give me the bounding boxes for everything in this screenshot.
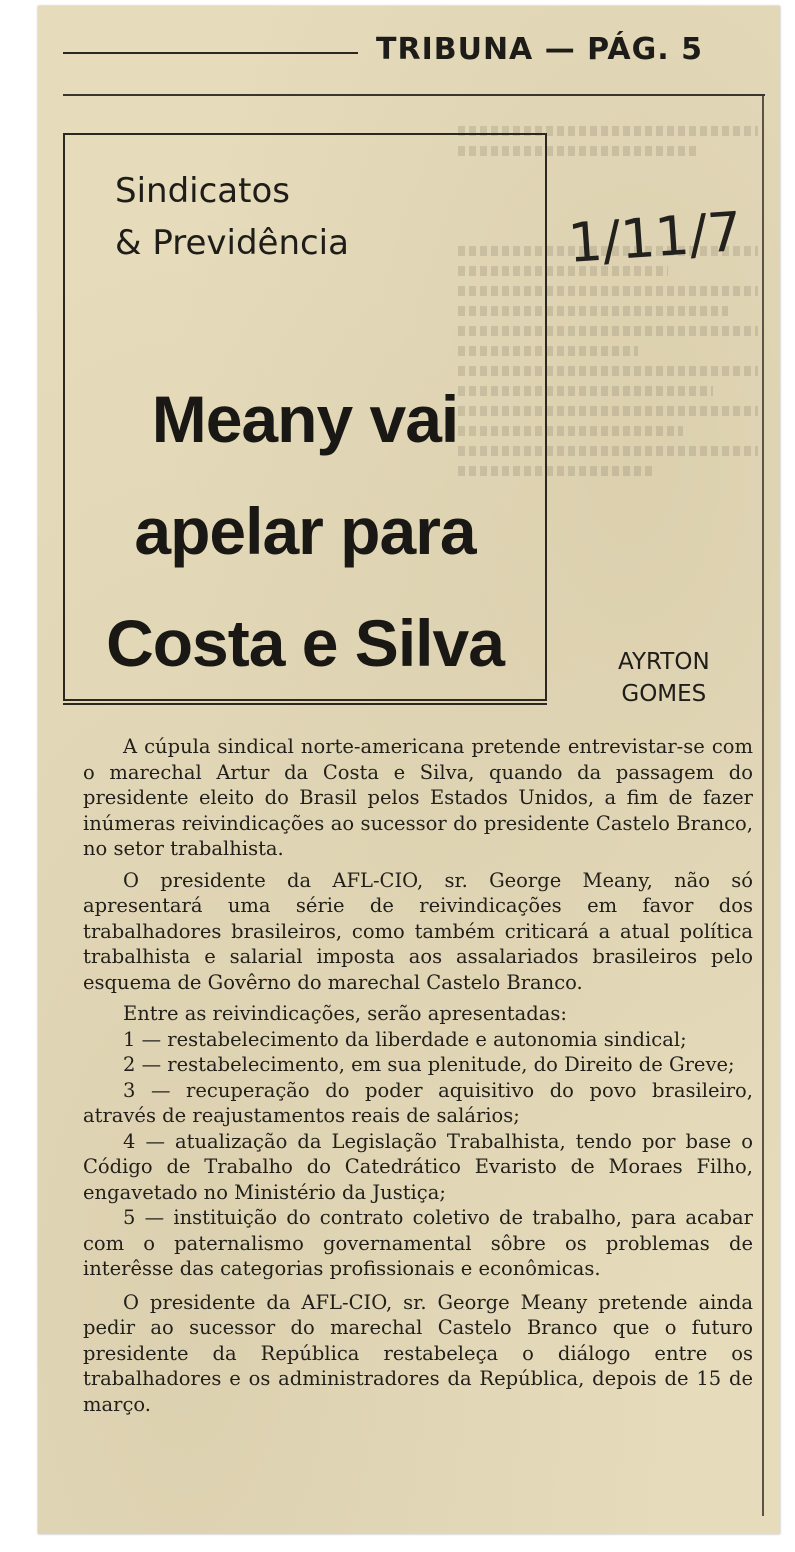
headline bbox=[65, 363, 545, 699]
article-paragraph: Entre as reivindicações, serão apresentadas: bbox=[123, 1002, 567, 1025]
list-item: 4 — atualização da Legislação Trabalhista, tendo por base o Código de Trabalho do Catedrático Evaristo de Moraes Filho, engavetado no Ministério da Justiça; bbox=[83, 1129, 753, 1204]
section-label-line1: Sindicatos bbox=[115, 171, 290, 211]
byline bbox=[618, 646, 710, 710]
article-paragraph: O presidente da AFL-CIO, sr. George Meany, não só apresentará uma série de reivindicações em favor dos trabalhadores brasileiros, como também criticará a atual política trabalhista e salarial imposta aos assalariados brasileiros pelo esquema de Govêrno do marechal Castelo Branco. bbox=[83, 868, 753, 994]
column-rule-top bbox=[63, 94, 765, 96]
list-item: 5 — instituição do contrato coletivo de trabalho, para acabar com o paternalismo governamental sôbre os problemas de interêsse das categorias profissionais e econômicas. bbox=[83, 1206, 753, 1280]
byline-first: AYRTON bbox=[618, 649, 710, 675]
column-rule-right bbox=[762, 96, 764, 1516]
article-body bbox=[83, 734, 753, 1423]
headline-line3: Costa e Silva bbox=[106, 606, 504, 680]
headline-box bbox=[63, 133, 547, 701]
section-label bbox=[115, 165, 349, 269]
article-paragraph: O presidente da AFL-CIO, sr. George Meany pretende ainda pedir ao sucessor do marechal Castelo Branco que o futuro presidente da República restabeleça o diálogo entre os trabalhadores e os administradores da República, depois de 15 de março. bbox=[83, 1290, 753, 1416]
section-label-line2: & Previdência bbox=[115, 223, 349, 263]
list-item: 2 — restabelecimento, em sua plenitude, do Direito de Greve; bbox=[123, 1053, 735, 1076]
list-item: 3 — recuperação do poder aquisitivo do povo brasileiro, através de reajustamentos reais de salários; bbox=[83, 1078, 753, 1127]
newspaper-clipping bbox=[38, 6, 780, 1534]
headline-line1: Meany vai bbox=[151, 382, 459, 456]
byline-last: GOMES bbox=[621, 681, 707, 707]
header-rule bbox=[63, 52, 358, 54]
headline-box-underline bbox=[63, 703, 547, 705]
headline-line2: apelar para bbox=[134, 494, 476, 568]
article-paragraph: A cúpula sindical norte-americana pretende entrevistar-se com o marechal Artur da Costa e Silva, quando da passagem do presidente eleito do Brasil pelos Estados Unidos, a fim de fazer inúmeras reivindicações ao sucessor do presidente Castelo Branco, no setor trabalhista. bbox=[83, 735, 753, 860]
page-header: TRIBUNA — PÁG. 5 bbox=[376, 32, 703, 67]
handwritten-date: 1/11/7 bbox=[566, 200, 744, 275]
list-item: 1 — restabelecimento da liberdade e autonomia sindical; bbox=[123, 1027, 687, 1051]
